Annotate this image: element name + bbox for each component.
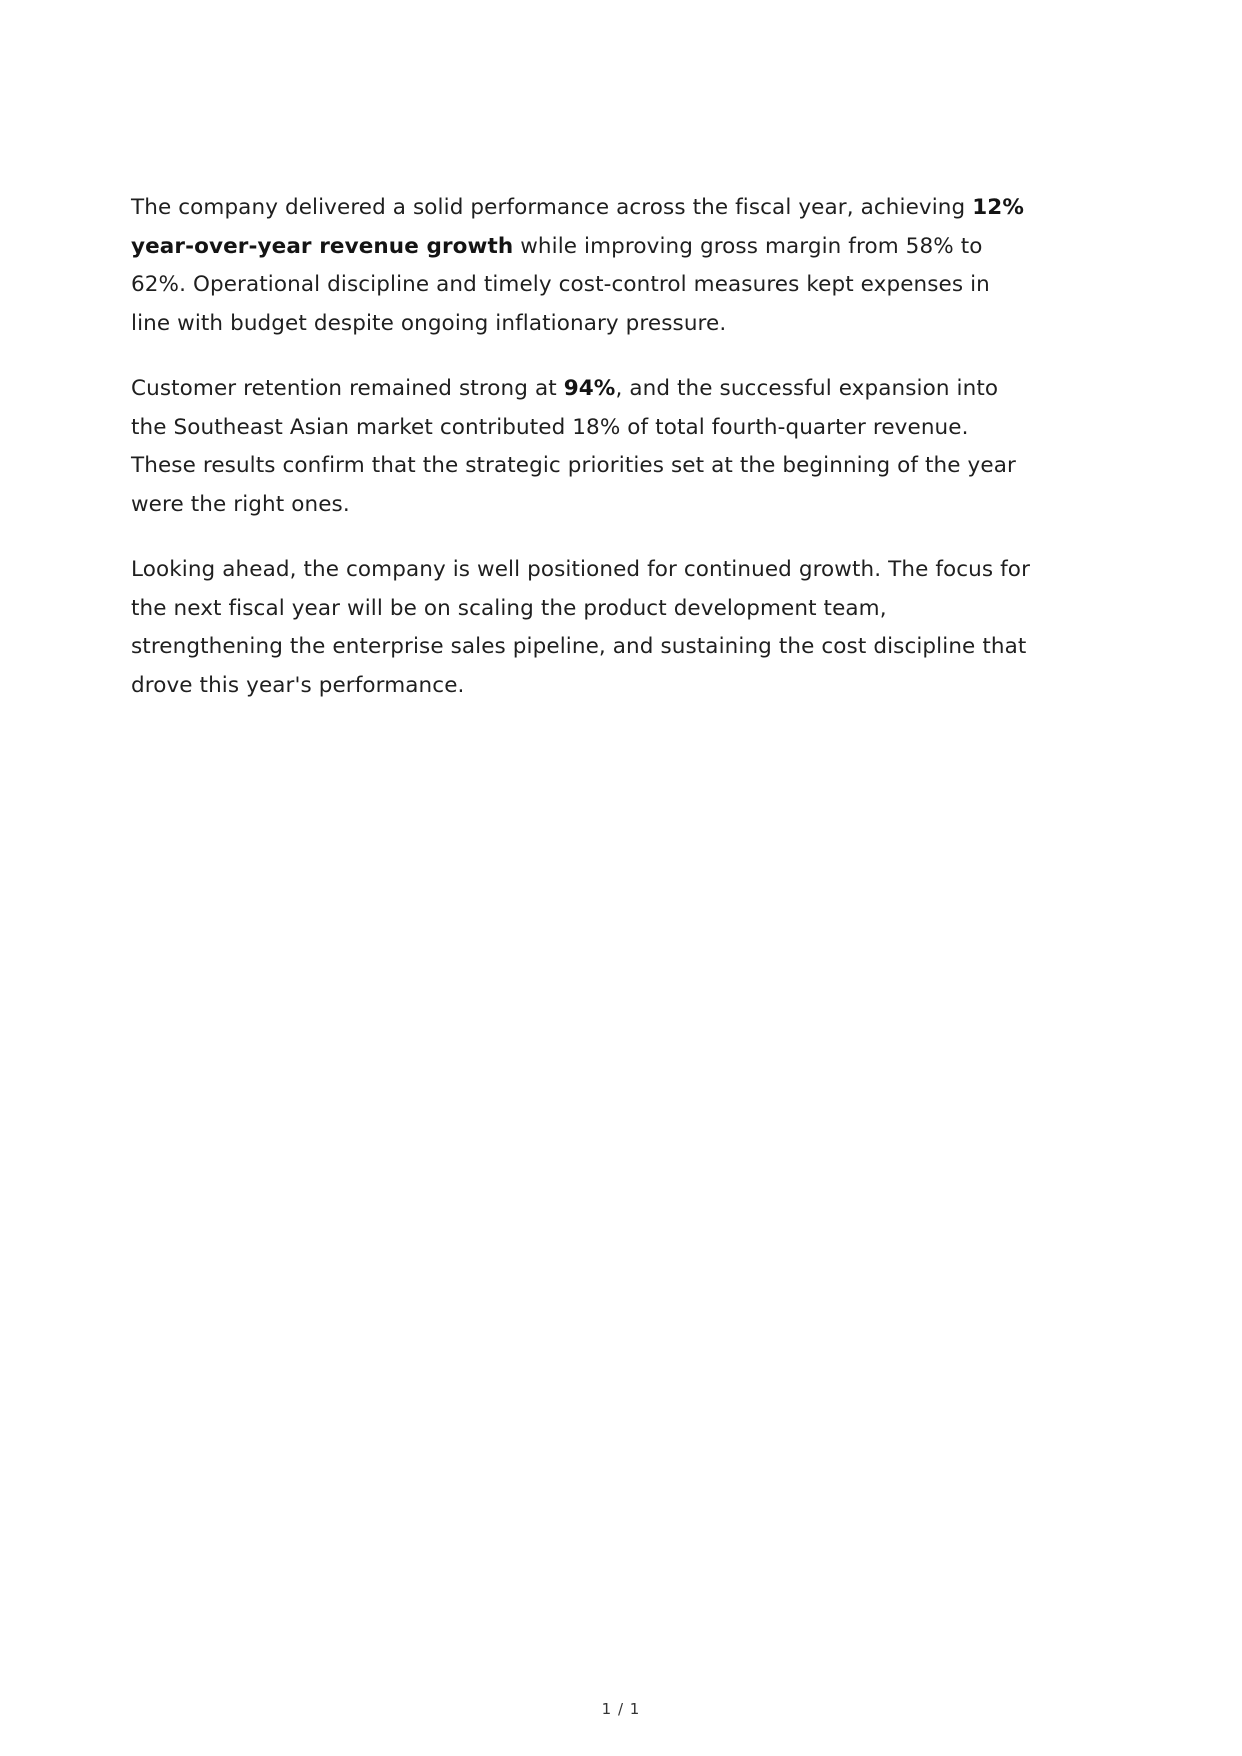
paragraph-1-text-1: The company delivered a solid performance across the fiscal year, achieving bbox=[131, 195, 973, 220]
paragraph-2-text-2: , and the successful expansion into the Southeast Asian market contributed 18% of total fourth-quarter revenue. These results confirm that the strategic priorities set at the beginning of the year were the right ones. bbox=[131, 376, 1016, 517]
paragraph-2 bbox=[131, 370, 1031, 524]
paragraph-2-text-1: Customer retention remained strong at bbox=[131, 376, 564, 401]
paragraph-2-bold-retention: 94% bbox=[563, 376, 616, 401]
paragraph-1 bbox=[131, 189, 1031, 343]
paragraph-1-text-2: while improving gross margin from 58% to 62%. Operational discipline and timely cost-control measures kept expenses in line with budget despite ongoing inflationary pressure. bbox=[131, 233, 990, 336]
document-body bbox=[131, 189, 1031, 732]
paragraph-3-text-1: Looking ahead, the company is well positioned for continued growth. The focus for the next fiscal year will be on scaling the product development team, strengthening the enterprise sales pipeline, and sustaining the cost discipline that drove this year's performance. bbox=[131, 557, 1031, 698]
paragraph-1-bold-growth: 12% year-over-year revenue growth bbox=[131, 195, 1024, 259]
page-number: 1 / 1 bbox=[601, 1700, 641, 1718]
paragraph-3 bbox=[131, 551, 1031, 705]
